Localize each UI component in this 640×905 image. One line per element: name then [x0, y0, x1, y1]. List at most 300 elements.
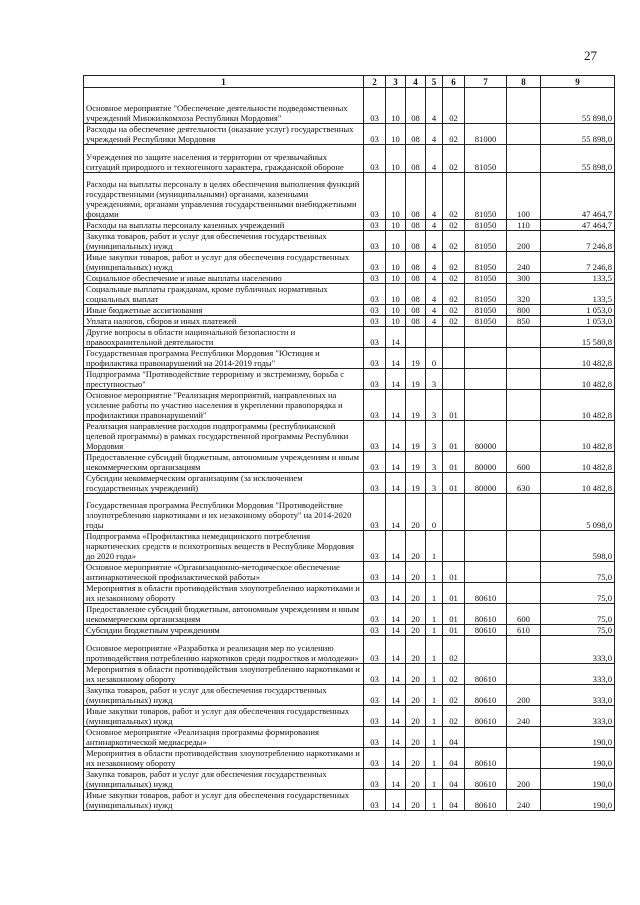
cell-subsection: 20: [406, 706, 426, 727]
cell-name: Основное мероприятие «Организационно-методическое обеспечение антинаркотической профилактической работы»: [84, 562, 364, 583]
cell-ministry: 03: [364, 327, 386, 348]
table-row: [84, 421, 615, 452]
cell-program: [426, 327, 443, 348]
cell-sum: 10 482,8: [541, 348, 615, 369]
cell-sum: 47 464,7: [541, 173, 615, 220]
cell-vid: [507, 531, 541, 562]
cell-sum: 190,0: [541, 790, 615, 811]
cell-section: 10: [386, 252, 406, 273]
header-row: [84, 76, 615, 88]
cell-subprogram: 02: [443, 88, 465, 124]
cell-program: 4: [426, 252, 443, 273]
cell-name: Закупка товаров, работ и услуг для обеспечения государственных (муниципальных) нужд: [84, 769, 364, 790]
cell-vid: 240: [507, 790, 541, 811]
cell-section: 10: [386, 284, 406, 305]
cell-program: 4: [426, 231, 443, 252]
cell-ministry: 03: [364, 473, 386, 494]
cell-program: 1: [426, 727, 443, 748]
cell-name: Основное мероприятие «Реализация программы формирования антинаркотической медиасреды»: [84, 727, 364, 748]
cell-vid: [507, 748, 541, 769]
cell-program: 1: [426, 562, 443, 583]
cell-section: 10: [386, 173, 406, 220]
cell-target: [465, 636, 507, 664]
cell-subsection: 08: [406, 88, 426, 124]
cell-subprogram: 02: [443, 124, 465, 145]
cell-program: 1: [426, 583, 443, 604]
cell-vid: 200: [507, 769, 541, 790]
cell-subprogram: 01: [443, 562, 465, 583]
cell-program: 4: [426, 88, 443, 124]
cell-program: 4: [426, 173, 443, 220]
cell-target: [465, 390, 507, 421]
table-row: [84, 494, 615, 531]
cell-section: 14: [386, 390, 406, 421]
cell-section: 14: [386, 748, 406, 769]
cell-subsection: [406, 327, 426, 348]
cell-sum: 1 053,0: [541, 316, 615, 327]
cell-subprogram: 02: [443, 173, 465, 220]
cell-subprogram: 02: [443, 316, 465, 327]
cell-vid: [507, 390, 541, 421]
cell-vid: [507, 88, 541, 124]
cell-program: 3: [426, 369, 443, 390]
cell-ministry: 03: [364, 173, 386, 220]
table-row: [84, 727, 615, 748]
cell-name: Социальное обеспечение и иные выплаты населению: [84, 273, 364, 284]
table-row: [84, 473, 615, 494]
cell-subprogram: 04: [443, 727, 465, 748]
cell-section: 10: [386, 316, 406, 327]
header-cell: 7: [465, 76, 507, 88]
cell-vid: 600: [507, 604, 541, 625]
cell-program: 1: [426, 748, 443, 769]
cell-target: 81050: [465, 316, 507, 327]
cell-vid: [507, 421, 541, 452]
table-row: [84, 327, 615, 348]
cell-section: 14: [386, 369, 406, 390]
table-row: [84, 231, 615, 252]
cell-subprogram: [443, 531, 465, 562]
cell-program: 1: [426, 706, 443, 727]
cell-subsection: 08: [406, 220, 426, 231]
cell-sum: 55 898,0: [541, 124, 615, 145]
cell-program: 3: [426, 473, 443, 494]
cell-section: 14: [386, 494, 406, 531]
cell-vid: 300: [507, 273, 541, 284]
cell-vid: 200: [507, 685, 541, 706]
cell-subprogram: [443, 327, 465, 348]
table-row: [84, 145, 615, 173]
cell-subsection: 08: [406, 173, 426, 220]
cell-target: 81050: [465, 220, 507, 231]
page-number: 27: [584, 48, 597, 63]
cell-section: 14: [386, 452, 406, 473]
cell-target: [465, 727, 507, 748]
cell-subsection: 20: [406, 664, 426, 685]
cell-subprogram: 02: [443, 305, 465, 316]
cell-ministry: 03: [364, 636, 386, 664]
cell-subprogram: 02: [443, 636, 465, 664]
cell-ministry: 03: [364, 685, 386, 706]
table-row: [84, 583, 615, 604]
cell-target: 80610: [465, 685, 507, 706]
cell-name: Другие вопросы в области национальной безопасности и правоохранительной деятельности: [84, 327, 364, 348]
cell-subsection: 08: [406, 273, 426, 284]
cell-section: 14: [386, 685, 406, 706]
cell-subprogram: 04: [443, 790, 465, 811]
cell-vid: 610: [507, 625, 541, 636]
cell-sum: 75,0: [541, 562, 615, 583]
cell-ministry: 03: [364, 625, 386, 636]
cell-sum: 55 898,0: [541, 145, 615, 173]
table-row: [84, 562, 615, 583]
cell-sum: 333,0: [541, 636, 615, 664]
cell-program: 4: [426, 284, 443, 305]
cell-target: 80000: [465, 473, 507, 494]
cell-subsection: 08: [406, 252, 426, 273]
cell-name: Предоставление субсидий бюджетным, автономным учреждениям и иным некоммерческим организациям: [84, 452, 364, 473]
table-row: [84, 124, 615, 145]
cell-vid: [507, 664, 541, 685]
cell-vid: 110: [507, 220, 541, 231]
cell-target: 81050: [465, 284, 507, 305]
cell-name: Расходы на выплаты персоналу казенных учреждений: [84, 220, 364, 231]
cell-subprogram: 01: [443, 625, 465, 636]
cell-target: 80610: [465, 625, 507, 636]
cell-section: 14: [386, 769, 406, 790]
cell-vid: 240: [507, 706, 541, 727]
table-row: [84, 531, 615, 562]
cell-sum: 10 482,8: [541, 390, 615, 421]
cell-subsection: 20: [406, 769, 426, 790]
cell-ministry: 03: [364, 583, 386, 604]
cell-subprogram: 02: [443, 252, 465, 273]
cell-name: Реализация направления расходов подпрограммы (республиканской целевой программы) в рамках государственной программы Республики Мордовия: [84, 421, 364, 452]
table-row: [84, 706, 615, 727]
cell-program: 3: [426, 390, 443, 421]
cell-name: Мероприятия в области противодействия злоупотреблению наркотиками и их незаконному обороту: [84, 748, 364, 769]
cell-subprogram: 02: [443, 706, 465, 727]
cell-subprogram: 01: [443, 604, 465, 625]
cell-subsection: 20: [406, 790, 426, 811]
cell-name: Субсидии бюджетным учреждениям: [84, 625, 364, 636]
cell-subprogram: 02: [443, 273, 465, 284]
cell-section: 14: [386, 473, 406, 494]
cell-target: 80000: [465, 452, 507, 473]
cell-subprogram: 02: [443, 284, 465, 305]
cell-subprogram: 02: [443, 664, 465, 685]
cell-target: 80000: [465, 421, 507, 452]
cell-ministry: 03: [364, 284, 386, 305]
cell-name: Расходы на выплаты персоналу в целях обеспечения выполнения функций государственными (муниципальными) органами, казенными учреждениями, органами управления государственными внебюджетными фондами: [84, 173, 364, 220]
cell-program: 4: [426, 273, 443, 284]
table-row: [84, 284, 615, 305]
cell-section: 14: [386, 327, 406, 348]
cell-subsection: 20: [406, 531, 426, 562]
cell-section: 14: [386, 562, 406, 583]
cell-program: 4: [426, 305, 443, 316]
cell-target: 81050: [465, 305, 507, 316]
cell-name: Расходы на обеспечение деятельности (оказание услуг) государственных учреждений Республики Мордовия: [84, 124, 364, 145]
cell-program: 0: [426, 494, 443, 531]
cell-vid: 100: [507, 173, 541, 220]
cell-target: 81050: [465, 173, 507, 220]
cell-name: Закупка товаров, работ и услуг для обеспечения государственных (муниципальных) нужд: [84, 685, 364, 706]
cell-name: Уплата налогов, сборов и иных платежей: [84, 316, 364, 327]
table-body: [84, 88, 615, 811]
cell-section: 14: [386, 604, 406, 625]
cell-subsection: 08: [406, 316, 426, 327]
cell-program: 4: [426, 145, 443, 173]
cell-subprogram: [443, 369, 465, 390]
cell-subsection: 08: [406, 284, 426, 305]
cell-target: 81050: [465, 145, 507, 173]
cell-target: 81050: [465, 231, 507, 252]
cell-ministry: 03: [364, 348, 386, 369]
cell-subprogram: 04: [443, 769, 465, 790]
cell-name: Учреждения по защите населения и территории от чрезвычайных ситуаций природного и техногенного характера, гражданской обороне: [84, 145, 364, 173]
cell-sum: 598,0: [541, 531, 615, 562]
cell-program: 3: [426, 421, 443, 452]
cell-sum: 333,0: [541, 685, 615, 706]
cell-section: 10: [386, 124, 406, 145]
cell-target: 80610: [465, 790, 507, 811]
cell-subprogram: 02: [443, 231, 465, 252]
cell-subsection: 20: [406, 625, 426, 636]
cell-ministry: 03: [364, 494, 386, 531]
cell-sum: 133,5: [541, 284, 615, 305]
table-row: [84, 625, 615, 636]
cell-sum: 75,0: [541, 625, 615, 636]
cell-ministry: 03: [364, 231, 386, 252]
cell-program: 4: [426, 316, 443, 327]
header-cell: 2: [364, 76, 386, 88]
cell-name: Иные закупки товаров, работ и услуг для обеспечения государственных (муниципальных) нужд: [84, 790, 364, 811]
cell-name: Иные бюджетные ассигнования: [84, 305, 364, 316]
cell-subprogram: 01: [443, 390, 465, 421]
cell-target: 80610: [465, 748, 507, 769]
cell-subprogram: 01: [443, 473, 465, 494]
cell-sum: 7 246,8: [541, 252, 615, 273]
cell-section: 10: [386, 273, 406, 284]
cell-subsection: 19: [406, 452, 426, 473]
cell-program: 1: [426, 664, 443, 685]
cell-target: 80610: [465, 583, 507, 604]
cell-subsection: 20: [406, 604, 426, 625]
cell-target: [465, 348, 507, 369]
cell-program: 1: [426, 769, 443, 790]
cell-target: [465, 369, 507, 390]
cell-subprogram: 02: [443, 145, 465, 173]
table-row: [84, 305, 615, 316]
cell-target: [465, 494, 507, 531]
cell-name: Основное мероприятие "Реализация мероприятий, направленных на усиление работы по участию населения в укреплении правопорядка и профилактики правонарушений": [84, 390, 364, 421]
cell-section: 14: [386, 531, 406, 562]
cell-name: Субсидии некоммерческим организациям (за исключением государственных учреждений): [84, 473, 364, 494]
cell-subsection: 19: [406, 390, 426, 421]
cell-name: Государственная программа Республики Мордовия "Юстиция и профилактика правонарушений на 2014-2019 годы": [84, 348, 364, 369]
header-cell: 8: [507, 76, 541, 88]
cell-subprogram: 02: [443, 685, 465, 706]
cell-name: Основное мероприятие "Обеспечение деятельности подведомственных учреждений Минжилкомхоза Республики Мордовия": [84, 88, 364, 124]
cell-target: [465, 327, 507, 348]
cell-subsection: 20: [406, 562, 426, 583]
table-row: [84, 316, 615, 327]
cell-target: 81050: [465, 252, 507, 273]
cell-sum: 10 482,8: [541, 369, 615, 390]
cell-subsection: 20: [406, 636, 426, 664]
cell-section: 14: [386, 421, 406, 452]
cell-section: 14: [386, 583, 406, 604]
cell-section: 14: [386, 625, 406, 636]
cell-target: [465, 88, 507, 124]
cell-vid: [507, 348, 541, 369]
header-cell: 9: [541, 76, 615, 88]
cell-sum: 133,5: [541, 273, 615, 284]
cell-sum: 190,0: [541, 727, 615, 748]
cell-ministry: 03: [364, 664, 386, 685]
cell-ministry: 03: [364, 145, 386, 173]
table-row: [84, 604, 615, 625]
cell-ministry: 03: [364, 88, 386, 124]
cell-ministry: 03: [364, 390, 386, 421]
cell-name: Социальные выплаты гражданам, кроме публичных нормативных социальных выплат: [84, 284, 364, 305]
table-row: [84, 790, 615, 811]
cell-ministry: 03: [364, 252, 386, 273]
cell-vid: [507, 124, 541, 145]
cell-section: 10: [386, 220, 406, 231]
cell-ministry: 03: [364, 562, 386, 583]
cell-sum: 75,0: [541, 583, 615, 604]
cell-subprogram: 01: [443, 583, 465, 604]
cell-sum: 190,0: [541, 769, 615, 790]
cell-subsection: 19: [406, 369, 426, 390]
cell-vid: 630: [507, 473, 541, 494]
cell-ministry: 03: [364, 273, 386, 284]
cell-vid: [507, 636, 541, 664]
table-row: [84, 252, 615, 273]
cell-section: 14: [386, 348, 406, 369]
cell-subsection: 19: [406, 473, 426, 494]
table-row: [84, 664, 615, 685]
cell-vid: [507, 369, 541, 390]
cell-sum: 10 482,8: [541, 473, 615, 494]
cell-target: 81050: [465, 273, 507, 284]
cell-ministry: 03: [364, 531, 386, 562]
cell-ministry: 03: [364, 604, 386, 625]
cell-sum: 5 098,0: [541, 494, 615, 531]
cell-target: 80610: [465, 664, 507, 685]
cell-program: 1: [426, 531, 443, 562]
cell-name: Мероприятия в области противодействия злоупотреблению наркотиками и их незаконному обороту: [84, 664, 364, 685]
cell-subsection: 20: [406, 685, 426, 706]
cell-sum: 15 580,8: [541, 327, 615, 348]
cell-vid: [507, 727, 541, 748]
cell-section: 10: [386, 88, 406, 124]
table-row: [84, 220, 615, 231]
cell-sum: 7 246,8: [541, 231, 615, 252]
cell-subsection: 20: [406, 727, 426, 748]
cell-subprogram: 02: [443, 220, 465, 231]
table-row: [84, 369, 615, 390]
cell-subsection: 08: [406, 305, 426, 316]
cell-ministry: 03: [364, 748, 386, 769]
cell-ministry: 03: [364, 790, 386, 811]
cell-vid: 800: [507, 305, 541, 316]
cell-section: 14: [386, 664, 406, 685]
cell-section: 14: [386, 636, 406, 664]
cell-subsection: 19: [406, 348, 426, 369]
cell-ministry: 03: [364, 769, 386, 790]
cell-ministry: 03: [364, 316, 386, 327]
cell-section: 10: [386, 145, 406, 173]
table-row: [84, 173, 615, 220]
cell-vid: 600: [507, 452, 541, 473]
cell-name: Основное мероприятие «Разработка и реализация мер по усилению противодействия потреблению наркотиков среди подростков и молодежи»: [84, 636, 364, 664]
table-row: [84, 452, 615, 473]
cell-ministry: 03: [364, 452, 386, 473]
cell-target: 80610: [465, 769, 507, 790]
cell-ministry: 03: [364, 369, 386, 390]
cell-name: Государственная программа Республики Мордовия "Противодействие злоупотреблению наркотиками и их незаконному обороту" на 2014-2020 годы: [84, 494, 364, 531]
header-cell: 4: [406, 76, 426, 88]
cell-sum: 55 898,0: [541, 88, 615, 124]
cell-sum: 1 053,0: [541, 305, 615, 316]
cell-program: 1: [426, 604, 443, 625]
cell-name: Иные закупки товаров, работ и услуг для обеспечения государственных (муниципальных) нужд: [84, 706, 364, 727]
cell-vid: [507, 145, 541, 173]
cell-program: 4: [426, 124, 443, 145]
cell-target: 80610: [465, 604, 507, 625]
cell-program: 4: [426, 220, 443, 231]
cell-vid: 200: [507, 231, 541, 252]
cell-subsection: 20: [406, 583, 426, 604]
cell-name: Подпрограмма «Профилактика немедицинского потребления наркотических средств и психотропных веществ в Республике Мордовия до 2020 года»: [84, 531, 364, 562]
cell-name: Иные закупки товаров, работ и услуг для обеспечения государственных (муниципальных) нужд: [84, 252, 364, 273]
cell-vid: 850: [507, 316, 541, 327]
header-cell: 1: [84, 76, 364, 88]
cell-sum: 10 482,8: [541, 421, 615, 452]
cell-subprogram: 01: [443, 421, 465, 452]
header-cell: 6: [443, 76, 465, 88]
table-row: [84, 685, 615, 706]
cell-sum: 190,0: [541, 748, 615, 769]
cell-sum: 333,0: [541, 706, 615, 727]
cell-name: Закупка товаров, работ и услуг для обеспечения государственных (муниципальных) нужд: [84, 231, 364, 252]
cell-subsection: 20: [406, 748, 426, 769]
table-row: [84, 390, 615, 421]
cell-vid: 320: [507, 284, 541, 305]
cell-subsection: 08: [406, 145, 426, 173]
cell-vid: [507, 494, 541, 531]
cell-subsection: 20: [406, 494, 426, 531]
header-cell: 3: [386, 76, 406, 88]
cell-subsection: 08: [406, 231, 426, 252]
table-row: [84, 769, 615, 790]
cell-section: 14: [386, 727, 406, 748]
cell-section: 14: [386, 790, 406, 811]
cell-ministry: 03: [364, 421, 386, 452]
cell-name: Предоставление субсидий бюджетным, автономным учреждениям и иным некоммерческим организациям: [84, 604, 364, 625]
cell-vid: [507, 562, 541, 583]
cell-name: Подпрограмма "Противодействие терроризму и экстремизму, борьба с преступностью": [84, 369, 364, 390]
cell-subprogram: 01: [443, 452, 465, 473]
cell-sum: 47 464,7: [541, 220, 615, 231]
cell-section: 10: [386, 231, 406, 252]
cell-target: 81000: [465, 124, 507, 145]
cell-program: 3: [426, 452, 443, 473]
cell-program: 1: [426, 636, 443, 664]
